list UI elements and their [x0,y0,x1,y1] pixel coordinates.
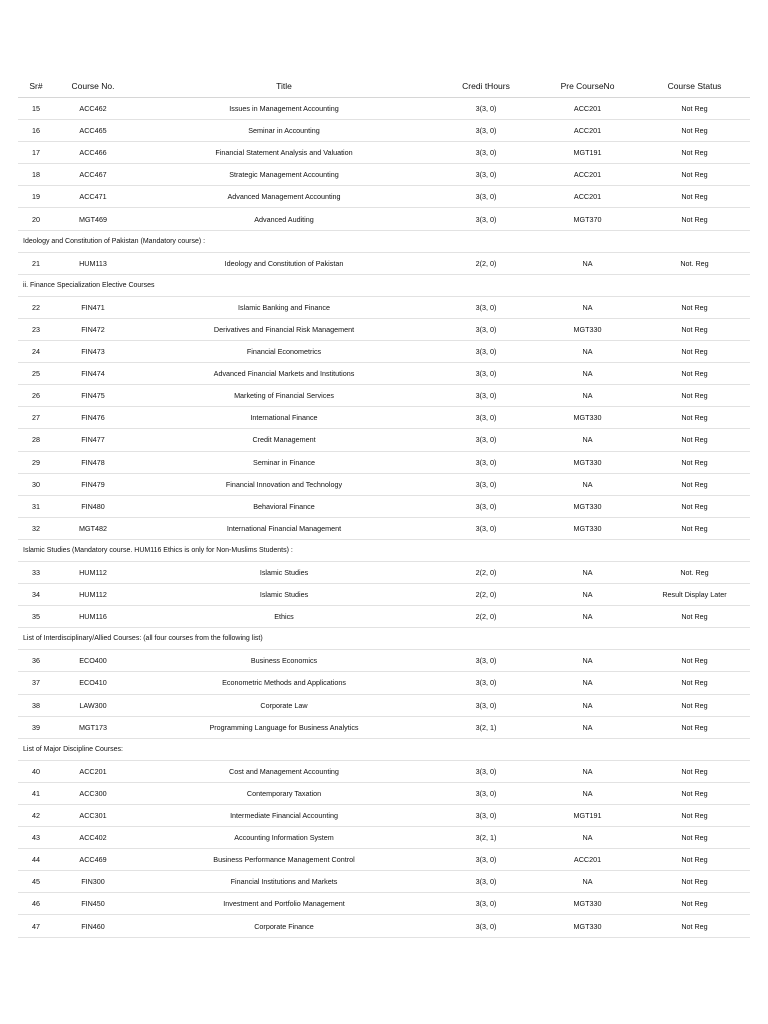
course-title-cell: Econometric Methods and Applications [132,672,436,694]
sr-cell: 39 [18,716,54,738]
course-status-cell: Not Reg [639,164,750,186]
table-row [18,716,750,738]
sr-cell: 34 [18,584,54,606]
credit-hours-cell: 3(3, 0) [436,782,536,804]
credit-hours-cell: 3(3, 0) [436,164,536,186]
table-row [18,871,750,893]
course-code-cell: ACC300 [54,782,132,804]
sr-cell: 33 [18,561,54,583]
course-status-cell: Result Display Later [639,584,750,606]
credit-hours-cell: 3(3, 0) [436,186,536,208]
credit-hours-cell: 2(2, 0) [436,561,536,583]
credit-hours-cell: 2(2, 0) [436,606,536,628]
prerequisite-cell: MGT330 [536,318,639,340]
credit-hours-cell: 3(3, 0) [436,429,536,451]
credit-hours-cell: 3(3, 0) [436,142,536,164]
header-credit-hours: Credi tHours [436,74,536,98]
table-row [18,694,750,716]
course-title-cell: Strategic Management Accounting [132,164,436,186]
sr-cell: 38 [18,694,54,716]
prerequisite-cell: MGT330 [536,517,639,539]
prerequisite-cell: NA [536,363,639,385]
course-status-cell: Not Reg [639,672,750,694]
table-row [18,186,750,208]
course-title-cell: Islamic Studies [132,584,436,606]
course-title-cell: Advanced Management Accounting [132,186,436,208]
table-row [18,849,750,871]
prerequisite-cell: NA [536,429,639,451]
sr-cell: 17 [18,142,54,164]
table-row [18,827,750,849]
course-code-cell: ACC466 [54,142,132,164]
table-row [18,473,750,495]
sr-cell: 22 [18,296,54,318]
table-row [18,407,750,429]
prerequisite-cell: ACC201 [536,164,639,186]
credit-hours-cell: 3(3, 0) [436,893,536,915]
sr-cell: 37 [18,672,54,694]
course-status-cell: Not Reg [639,716,750,738]
credit-hours-cell: 3(3, 0) [436,760,536,782]
table-row [18,584,750,606]
prerequisite-cell: ACC201 [536,120,639,142]
course-title-cell: Behavioral Finance [132,495,436,517]
course-code-cell: FIN460 [54,915,132,937]
prerequisite-cell: NA [536,606,639,628]
course-code-cell: HUM112 [54,584,132,606]
credit-hours-cell: 3(3, 0) [436,805,536,827]
course-title-cell: Financial Statement Analysis and Valuation [132,142,436,164]
credit-hours-cell: 3(3, 0) [436,363,536,385]
course-title-cell: Financial Institutions and Markets [132,871,436,893]
course-status-cell: Not Reg [639,142,750,164]
sr-cell: 35 [18,606,54,628]
course-status-cell: Not Reg [639,849,750,871]
course-title-cell: Seminar in Accounting [132,120,436,142]
sr-cell: 15 [18,98,54,120]
course-title-cell: Corporate Finance [132,915,436,937]
course-title-cell: Islamic Studies [132,561,436,583]
course-status-cell: Not Reg [639,495,750,517]
course-title-cell: Derivatives and Financial Risk Management [132,318,436,340]
course-code-cell: HUM116 [54,606,132,628]
course-status-cell: Not Reg [639,473,750,495]
section-row [18,274,750,296]
course-status-cell: Not Reg [639,120,750,142]
table-row [18,561,750,583]
course-title-cell: Seminar in Finance [132,451,436,473]
course-code-cell: FIN477 [54,429,132,451]
course-status-cell: Not. Reg [639,561,750,583]
section-heading: Islamic Studies (Mandatory course. HUM116 Ethics is only for Non-Muslims Students) : [18,539,750,561]
table-row [18,164,750,186]
sr-cell: 28 [18,429,54,451]
credit-hours-cell: 3(2, 1) [436,827,536,849]
sr-cell: 20 [18,208,54,230]
course-code-cell: MGT469 [54,208,132,230]
prerequisite-cell: NA [536,296,639,318]
prerequisite-cell: MGT330 [536,407,639,429]
sr-cell: 21 [18,252,54,274]
section-heading: List of Major Discipline Courses: [18,738,750,760]
sr-cell: 36 [18,650,54,672]
prerequisite-cell: NA [536,760,639,782]
course-status-cell: Not Reg [639,208,750,230]
course-code-cell: ECO400 [54,650,132,672]
table-row [18,385,750,407]
section-heading: ii. Finance Specialization Elective Courses [18,274,750,296]
course-table [18,74,750,938]
credit-hours-cell: 3(3, 0) [436,318,536,340]
header-row [18,74,750,98]
table-row [18,142,750,164]
course-title-cell: Cost and Management Accounting [132,760,436,782]
section-row [18,738,750,760]
prerequisite-cell: NA [536,561,639,583]
credit-hours-cell: 3(3, 0) [436,296,536,318]
prerequisite-cell: NA [536,827,639,849]
prerequisite-cell: ACC201 [536,98,639,120]
table-row [18,363,750,385]
course-title-cell: Contemporary Taxation [132,782,436,804]
course-code-cell: FIN450 [54,893,132,915]
course-status-cell: Not Reg [639,650,750,672]
table-row [18,252,750,274]
course-status-cell: Not Reg [639,760,750,782]
table-header [18,74,750,98]
course-code-cell: ACC301 [54,805,132,827]
course-title-cell: Ideology and Constitution of Pakistan [132,252,436,274]
table-row [18,893,750,915]
table-row [18,429,750,451]
course-code-cell: FIN472 [54,318,132,340]
course-status-cell: Not Reg [639,782,750,804]
credit-hours-cell: 3(3, 0) [436,915,536,937]
header-pre-course: Pre CourseNo [536,74,639,98]
table-row [18,495,750,517]
header-title: Title [132,74,436,98]
sr-cell: 32 [18,517,54,539]
course-status-cell: Not Reg [639,296,750,318]
credit-hours-cell: 3(3, 0) [436,208,536,230]
prerequisite-cell: MGT191 [536,805,639,827]
table-row [18,120,750,142]
course-status-cell: Not Reg [639,606,750,628]
course-code-cell: ACC462 [54,98,132,120]
sr-cell: 42 [18,805,54,827]
section-row [18,628,750,650]
course-code-cell: ACC469 [54,849,132,871]
header-course-status: Course Status [639,74,750,98]
course-status-cell: Not Reg [639,517,750,539]
course-code-cell: ACC467 [54,164,132,186]
course-status-cell: Not Reg [639,385,750,407]
credit-hours-cell: 3(3, 0) [436,120,536,142]
sr-cell: 46 [18,893,54,915]
credit-hours-cell: 3(3, 0) [436,517,536,539]
course-status-cell: Not Reg [639,429,750,451]
course-code-cell: FIN480 [54,495,132,517]
course-title-cell: Credit Management [132,429,436,451]
table-row [18,517,750,539]
sr-cell: 45 [18,871,54,893]
sr-cell: 16 [18,120,54,142]
section-row [18,230,750,252]
credit-hours-cell: 3(3, 0) [436,385,536,407]
course-code-cell: HUM113 [54,252,132,274]
header-sr: Sr# [18,74,54,98]
course-title-cell: Programming Language for Business Analytics [132,716,436,738]
credit-hours-cell: 3(3, 0) [436,650,536,672]
section-heading: List of Interdisciplinary/Allied Courses: (all four courses from the following list) [18,628,750,650]
course-code-cell: MGT173 [54,716,132,738]
prerequisite-cell: NA [536,584,639,606]
course-title-cell: Business Performance Management Control [132,849,436,871]
prerequisite-cell: NA [536,252,639,274]
sr-cell: 31 [18,495,54,517]
course-status-cell: Not Reg [639,694,750,716]
table-row [18,296,750,318]
prerequisite-cell: NA [536,473,639,495]
sr-cell: 18 [18,164,54,186]
sr-cell: 27 [18,407,54,429]
credit-hours-cell: 3(3, 0) [436,495,536,517]
course-title-cell: Intermediate Financial Accounting [132,805,436,827]
course-code-cell: FIN471 [54,296,132,318]
course-code-cell: ACC471 [54,186,132,208]
course-title-cell: Financial Innovation and Technology [132,473,436,495]
course-status-cell: Not Reg [639,805,750,827]
table-row [18,606,750,628]
course-title-cell: Business Economics [132,650,436,672]
sr-cell: 26 [18,385,54,407]
course-title-cell: Islamic Banking and Finance [132,296,436,318]
course-title-cell: Investment and Portfolio Management [132,893,436,915]
course-code-cell: MGT482 [54,517,132,539]
course-status-cell: Not Reg [639,871,750,893]
table-row [18,650,750,672]
prerequisite-cell: ACC201 [536,186,639,208]
sr-cell: 25 [18,363,54,385]
course-status-cell: Not Reg [639,98,750,120]
course-code-cell: ACC465 [54,120,132,142]
credit-hours-cell: 3(3, 0) [436,871,536,893]
credit-hours-cell: 3(3, 0) [436,672,536,694]
credit-hours-cell: 2(2, 0) [436,584,536,606]
course-title-cell: Ethics [132,606,436,628]
prerequisite-cell: NA [536,871,639,893]
prerequisite-cell: NA [536,716,639,738]
course-status-cell: Not Reg [639,893,750,915]
sr-cell: 40 [18,760,54,782]
prerequisite-cell: MGT330 [536,495,639,517]
credit-hours-cell: 3(3, 0) [436,98,536,120]
course-code-cell: ECO410 [54,672,132,694]
credit-hours-cell: 3(3, 0) [436,694,536,716]
sr-cell: 43 [18,827,54,849]
table-row [18,760,750,782]
course-status-cell: Not Reg [639,341,750,363]
table-body [18,98,750,938]
course-code-cell: FIN478 [54,451,132,473]
prerequisite-cell: NA [536,782,639,804]
table-row [18,915,750,937]
course-code-cell: HUM112 [54,561,132,583]
course-status-cell: Not. Reg [639,252,750,274]
course-code-cell: ACC201 [54,760,132,782]
credit-hours-cell: 3(3, 0) [436,341,536,363]
prerequisite-cell: MGT330 [536,915,639,937]
credit-hours-cell: 3(3, 0) [436,849,536,871]
prerequisite-cell: NA [536,694,639,716]
course-code-cell: ACC402 [54,827,132,849]
course-code-cell: FIN474 [54,363,132,385]
course-title-cell: Marketing of Financial Services [132,385,436,407]
course-code-cell: FIN476 [54,407,132,429]
credit-hours-cell: 3(2, 1) [436,716,536,738]
course-status-cell: Not Reg [639,451,750,473]
sr-cell: 23 [18,318,54,340]
course-status-cell: Not Reg [639,186,750,208]
header-course-no: Course No. [54,74,132,98]
table-row [18,805,750,827]
course-status-cell: Not Reg [639,915,750,937]
table-row [18,318,750,340]
prerequisite-cell: NA [536,672,639,694]
course-status-cell: Not Reg [639,318,750,340]
sr-cell: 44 [18,849,54,871]
table-row [18,341,750,363]
credit-hours-cell: 2(2, 0) [436,252,536,274]
table-row [18,672,750,694]
course-title-cell: Advanced Auditing [132,208,436,230]
sr-cell: 24 [18,341,54,363]
credit-hours-cell: 3(3, 0) [436,451,536,473]
sr-cell: 19 [18,186,54,208]
prerequisite-cell: NA [536,650,639,672]
course-code-cell: FIN473 [54,341,132,363]
course-status-cell: Not Reg [639,363,750,385]
prerequisite-cell: MGT370 [536,208,639,230]
prerequisite-cell: MGT191 [536,142,639,164]
prerequisite-cell: MGT330 [536,451,639,473]
course-status-cell: Not Reg [639,407,750,429]
credit-hours-cell: 3(3, 0) [436,473,536,495]
course-code-cell: FIN300 [54,871,132,893]
section-row [18,539,750,561]
prerequisite-cell: MGT330 [536,893,639,915]
course-code-cell: FIN475 [54,385,132,407]
sr-cell: 41 [18,782,54,804]
sr-cell: 30 [18,473,54,495]
sr-cell: 47 [18,915,54,937]
course-title-cell: Accounting Information System [132,827,436,849]
credit-hours-cell: 3(3, 0) [436,407,536,429]
prerequisite-cell: NA [536,385,639,407]
course-title-cell: Financial Econometrics [132,341,436,363]
course-code-cell: FIN479 [54,473,132,495]
table-row [18,98,750,120]
prerequisite-cell: NA [536,341,639,363]
table-row [18,208,750,230]
course-title-cell: Issues in Management Accounting [132,98,436,120]
section-heading: Ideology and Constitution of Pakistan (Mandatory course) : [18,230,750,252]
course-code-cell: LAW300 [54,694,132,716]
table-row [18,782,750,804]
table-row [18,451,750,473]
course-title-cell: International Financial Management [132,517,436,539]
course-title-cell: Advanced Financial Markets and Institutions [132,363,436,385]
course-title-cell: International Finance [132,407,436,429]
prerequisite-cell: ACC201 [536,849,639,871]
course-status-cell: Not Reg [639,827,750,849]
sr-cell: 29 [18,451,54,473]
course-title-cell: Corporate Law [132,694,436,716]
